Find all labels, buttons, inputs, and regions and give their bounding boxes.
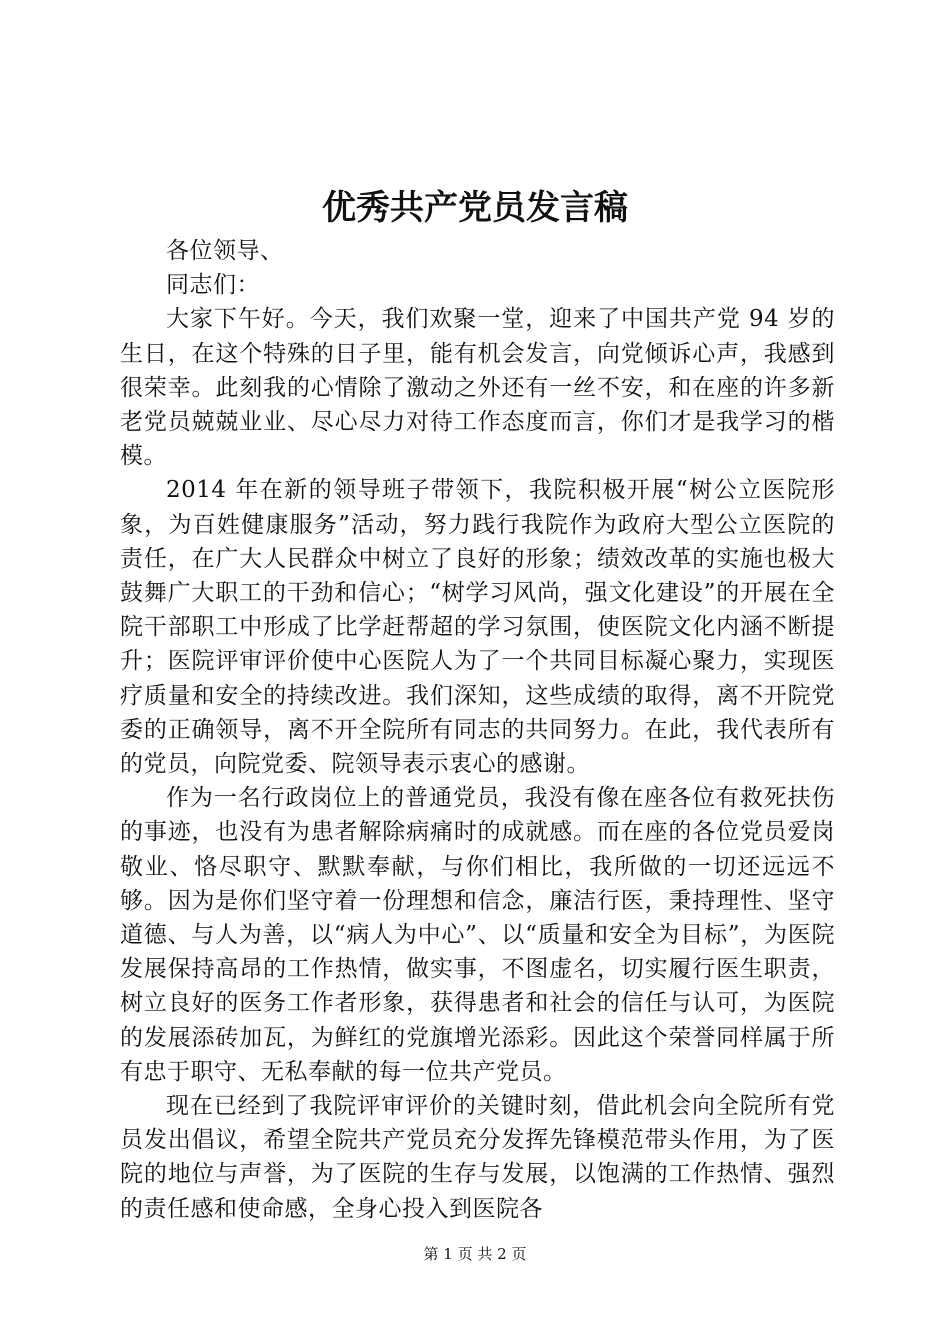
paragraph-initiative: 现在已经到了我院评审评价的关键时刻，借此机会向全院所有党员发出倡议，希望全院共产党员充分发挥先锋模范带头作用，为了医院的地位与声誉，为了医院的生存与发展，以饱满的工作热情、强烈的责任感和使命感，全身心投入到医院各 [120, 1093, 835, 1222]
page-footer: 第 1 页 共 2 页 [423, 1245, 527, 1263]
salutation-comrades: 同志们： [166, 272, 260, 299]
paragraph-achievements: 2014 年在新的领导班子带领下，我院积极开展“树公立医院形象，为百姓健康服务”活动，努力践行我院作为政府大型公立医院的责任，在广大人民群众中树立了良好的形象；绩效改革的实施也极大鼓舞广大职工的干劲和信心；“树学习风尚，强文化建设”的开展在全院干部职工中形成了比学赶帮超的学习氛围，使医院文化内涵不断提升；医院评审评价使中心医院人为了一个共同目标凝心聚力，实现医疗质量和安全的持续改进。我们深知，这些成绩的取得，离不开院党委的正确领导，离不开全院所有同志的共同努力。在此，我代表所有的党员，向院党委、院领导表示衷心的感谢。 [120, 477, 835, 778]
salutation-leaders: 各位领导、 [166, 238, 284, 264]
paragraph-tribute: 作为一名行政岗位上的普通党员，我没有像在座各位有救死扶伤的事迹，也没有为患者解除病痛时的成就感。而在座的各位党员爱岗敬业、恪尽职守、默默奉献，与你们相比，我所做的一切还远远不够。因为是你们坚守着一份理想和信念，廉洁行医，秉持理性、坚守道德、与人为善，以“病人为中心”、以“质量和安全为目标”，为医院发展保持高昂的工作热情，做实事，不图虚名，切实履行医生职责，树立良好的医务工作者形象，获得患者和社会的信任与认可，为医院的发展添砖加瓦，为鲜红的党旗增光添彩。因此这个荣誉同样属于所有忠于职守、无私奉献的每一位共产党员。 [120, 785, 835, 1085]
paragraph-greeting: 大家下午好。今天，我们欢聚一堂，迎来了中国共产党 94 岁的生日，在这个特殊的日子里，能有机会发言，向党倾诉心声，我感到很荣幸。此刻我的心情除了激动之外还有一丝不安，和在座的许多新老党员兢兢业业、尽心尽力对待工作态度而言，你们才是我学习的楷模。 [120, 306, 835, 470]
document-title: 优秀共产党员发言稿 [322, 188, 628, 228]
document-body [120, 234, 835, 1226]
